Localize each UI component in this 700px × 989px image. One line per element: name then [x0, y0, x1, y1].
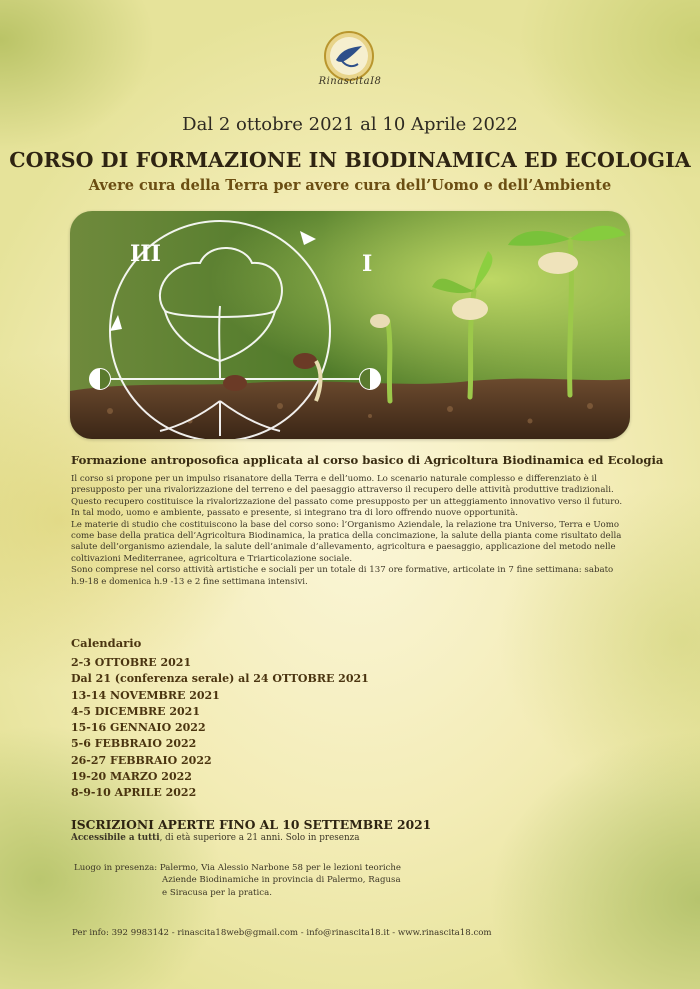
section-heading: Formazione antroposofica applicata al corso basico di Agricoltura Biodinamica ed Ecologia [71, 453, 664, 467]
location-line: Luogo in presenza: Palermo, Via Alessio Narbone 58 per le lezioni teoriche [74, 863, 402, 873]
calendar-date: 8-9-10 APRILE 2022 [71, 786, 197, 800]
intro-paragraph: Le materie di studio che costituiscono la base del corso sono: l’Organismo Aziendale, la relazione tra Universo, Terra e Uomo come base della pratica dell’Agricoltura Biodinamica, la pratica della concimazione, la salute della pianta come risultato della salute dell’organismo aziendale, la salute dell’animale d’allevamento, agricoltura e paesaggio, applicazione del metodo nelle coltivazioni Mediterranee, agricoltura e Triarticolazione sociale. [71, 519, 622, 564]
intro-paragraph: Sono comprese nel corso attività artistiche e sociali per un totale di 137 ore formative, articolate in 7 fine settimana: sabato h.9-18 e domenica h.9 -13 e 2 fine settimana intensivi. [71, 565, 614, 587]
calendar-date: 5-6 FEBBRAIO 2022 [71, 737, 197, 751]
page-title: CORSO DI FORMAZIONE IN BIODINAMICA ED ECOLOGIA [9, 148, 691, 172]
page-subtitle: Avere cura della Terra per avere cura dell’Uomo e dell’Ambiente [88, 177, 612, 194]
registration-title: ISCRIZIONI APERTE FINO AL 10 SETTEMBRE 2021 [71, 817, 432, 832]
location-line: e Siracusa per la pratica. [162, 887, 272, 898]
roman-numeral-left: III [130, 241, 161, 267]
registration-note-bold: Accessibile a tutti [71, 833, 160, 843]
calendar-date: 26-27 FEBBRAIO 2022 [71, 753, 212, 767]
hero-image [70, 211, 630, 439]
date-line: Dal 2 ottobre 2021 al 10 Aprile 2022 [182, 114, 518, 135]
calendar-label: Calendario [71, 636, 142, 650]
intro-paragraph: Il corso si propone per un impulso risanatore della Terra e dell’uomo. Lo scenario naturale complesso e differenziato è il presupposto per una rivalorizzazione del terreno e del paesaggio attraverso il recupero delle attività produttive tradizionali. Questo recupero costituisce la rivalorizzazione del passato come presupposto per un atteggiamento innovativo verso il futuro. In tal modo, uomo e ambiente, passato e presente, si integrano tra di loro offrendo nuove opportunità. [71, 474, 623, 519]
intro-text [71, 474, 631, 588]
calendar-date: 13-14 NOVEMBRE 2021 [71, 688, 220, 702]
registration-note-rest: , di età superiore a 21 anni. Solo in presenza [159, 833, 360, 843]
calendar-date: Dal 21 (conferenza serale) al 24 OTTOBRE 2021 [71, 672, 369, 686]
calendar-list [71, 655, 369, 802]
calendar-date: 19-20 MARZO 2022 [71, 770, 192, 784]
registration-note [71, 833, 360, 843]
location-info [74, 862, 401, 899]
location-line: Aziende Biodinamiche in provincia di Palermo, Ragusa [162, 875, 401, 886]
roman-numeral-right: I [362, 251, 373, 277]
calendar-date: 15-16 GENNAIO 2022 [71, 721, 206, 735]
calendar-date: 4-5 DICEMBRE 2021 [71, 704, 200, 718]
logo-text: RinascitaI8 [318, 76, 382, 87]
contact-info: Per info: 392 9983142 - rinascita18web@gmail.com - info@rinascita18.it - www.rinascita18.com [72, 928, 492, 938]
calendar-date: 2-3 OTTOBRE 2021 [71, 656, 192, 669]
